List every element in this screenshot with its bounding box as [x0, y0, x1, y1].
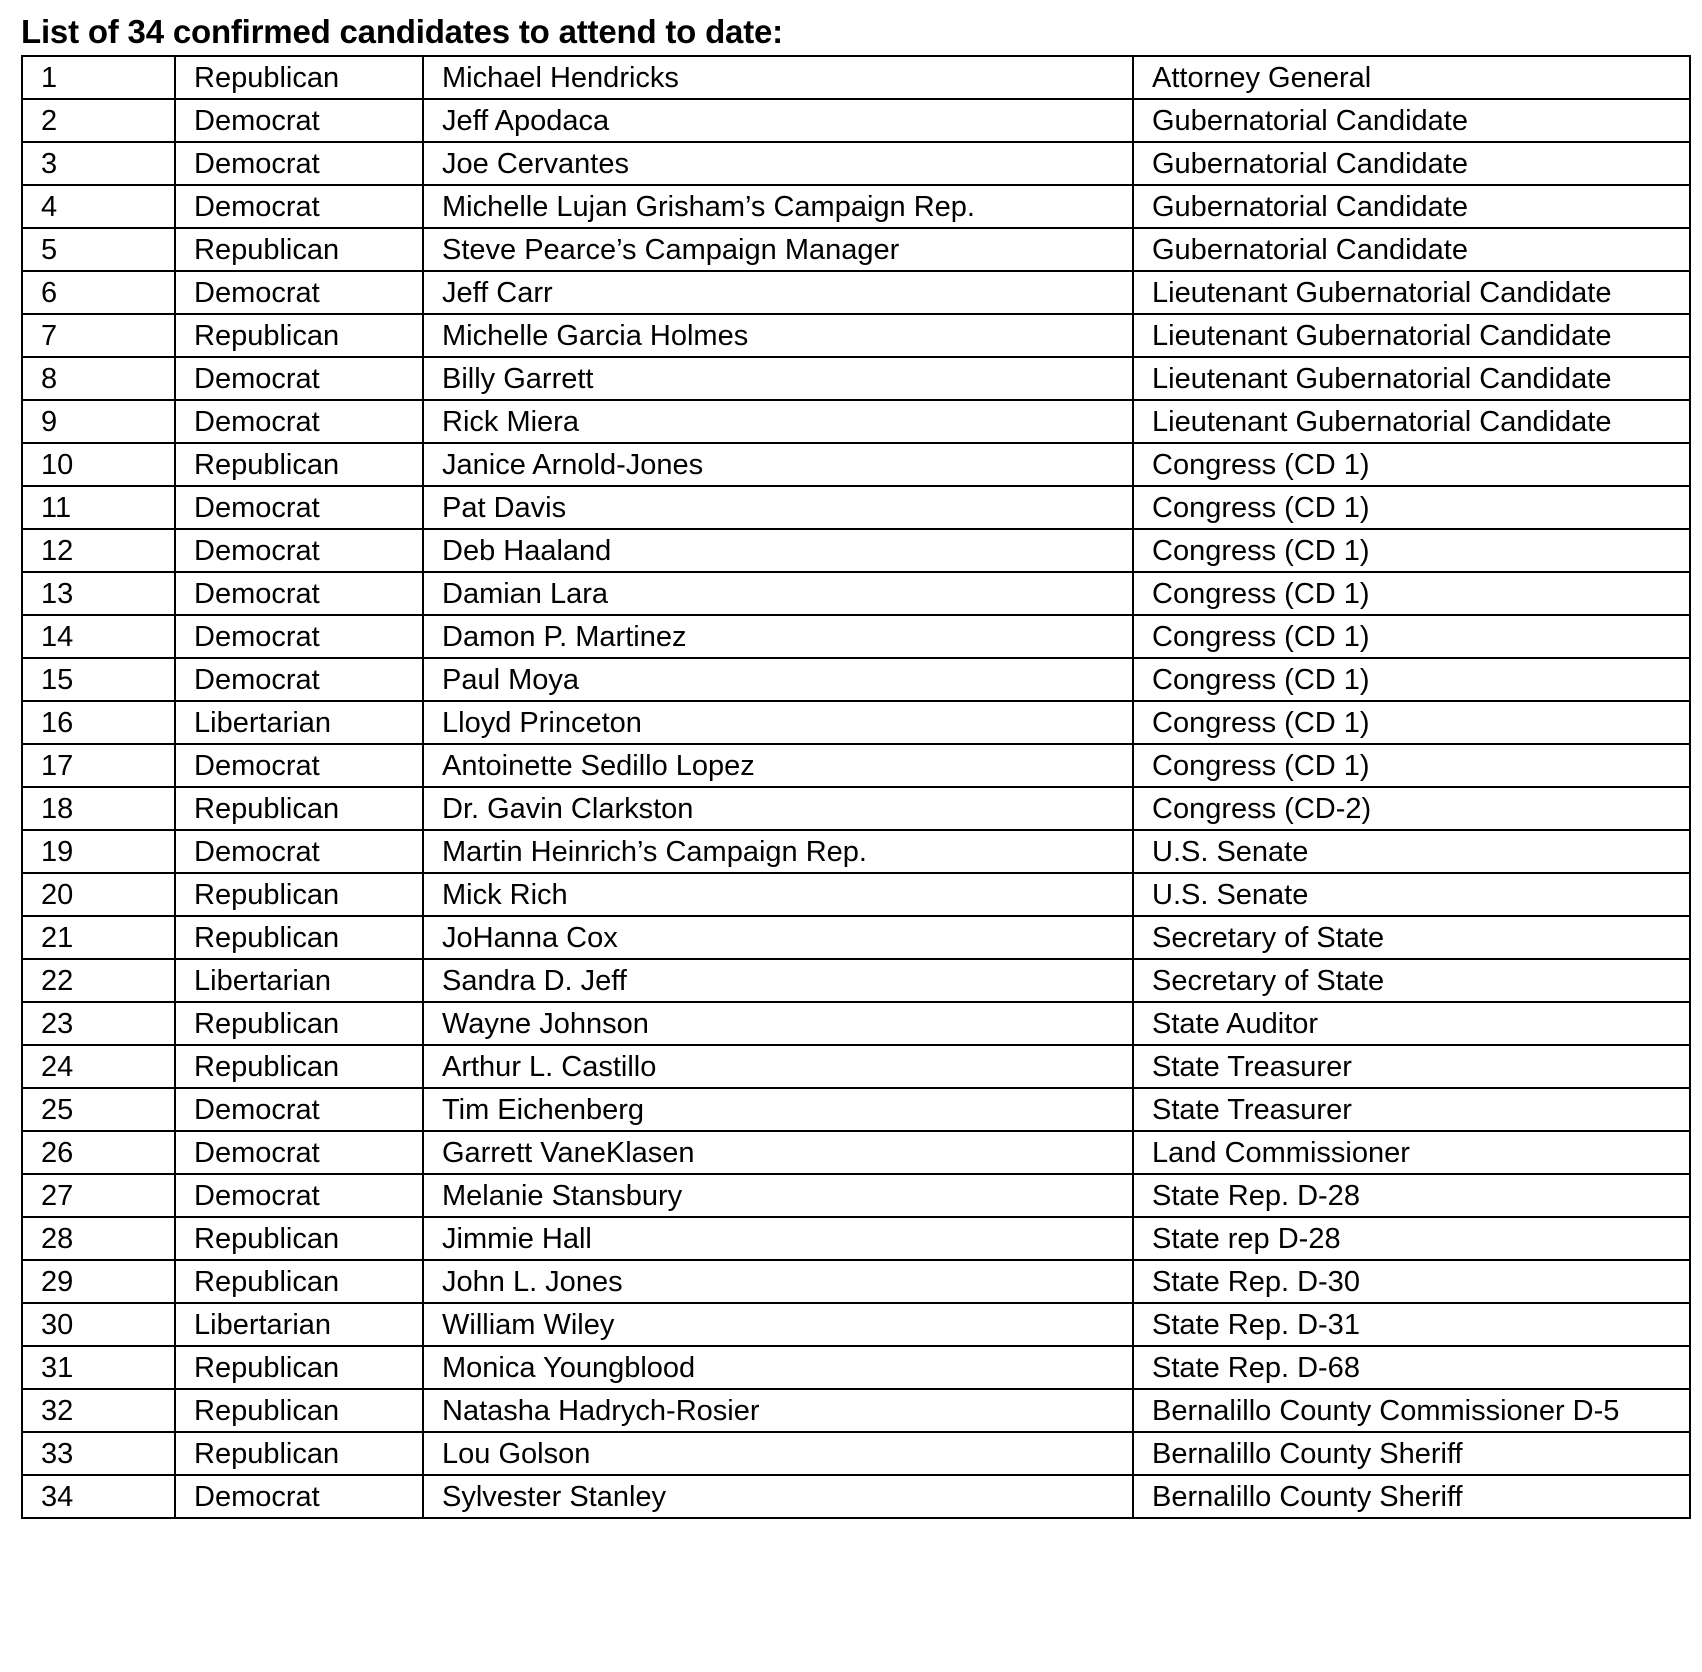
- candidate-number: 7: [22, 314, 175, 357]
- candidate-number: 20: [22, 873, 175, 916]
- candidate-name: Janice Arnold-Jones: [423, 443, 1133, 486]
- candidate-number: 33: [22, 1432, 175, 1475]
- candidate-office: State rep D-28: [1133, 1217, 1690, 1260]
- candidate-name: Lloyd Princeton: [423, 701, 1133, 744]
- candidate-number: 23: [22, 1002, 175, 1045]
- candidate-party: Democrat: [175, 357, 423, 400]
- candidate-party: Republican: [175, 1002, 423, 1045]
- candidate-name: Billy Garrett: [423, 357, 1133, 400]
- candidate-number: 18: [22, 787, 175, 830]
- candidate-party: Republican: [175, 873, 423, 916]
- candidate-office: Lieutenant Gubernatorial Candidate: [1133, 400, 1690, 443]
- candidate-party: Democrat: [175, 1131, 423, 1174]
- candidate-name: Monica Youngblood: [423, 1346, 1133, 1389]
- candidate-office: Congress (CD 1): [1133, 658, 1690, 701]
- candidate-number: 26: [22, 1131, 175, 1174]
- candidate-office: Gubernatorial Candidate: [1133, 99, 1690, 142]
- candidate-party: Democrat: [175, 529, 423, 572]
- table-row: [22, 615, 1690, 658]
- table-row: [22, 99, 1690, 142]
- candidate-number: 29: [22, 1260, 175, 1303]
- table-row: [22, 271, 1690, 314]
- candidate-office: Attorney General: [1133, 56, 1690, 99]
- candidate-name: Steve Pearce’s Campaign Manager: [423, 228, 1133, 271]
- candidate-office: Bernalillo County Commissioner D-5: [1133, 1389, 1690, 1432]
- table-row: [22, 1260, 1690, 1303]
- table-row: [22, 1131, 1690, 1174]
- candidate-office: Secretary of State: [1133, 959, 1690, 1002]
- candidate-number: 15: [22, 658, 175, 701]
- page-title: List of 34 confirmed candidates to attend to date:: [21, 13, 783, 50]
- candidate-party: Democrat: [175, 1088, 423, 1131]
- candidate-party: Republican: [175, 916, 423, 959]
- candidate-number: 1: [22, 56, 175, 99]
- candidate-office: U.S. Senate: [1133, 873, 1690, 916]
- candidate-office: Lieutenant Gubernatorial Candidate: [1133, 271, 1690, 314]
- candidate-party: Democrat: [175, 658, 423, 701]
- candidate-party: Libertarian: [175, 701, 423, 744]
- table-row: [22, 658, 1690, 701]
- candidate-name: Jimmie Hall: [423, 1217, 1133, 1260]
- table-row: [22, 916, 1690, 959]
- candidate-name: John L. Jones: [423, 1260, 1133, 1303]
- table-row: [22, 744, 1690, 787]
- candidate-name: Jeff Carr: [423, 271, 1133, 314]
- candidate-office: Bernalillo County Sheriff: [1133, 1475, 1690, 1518]
- candidate-party: Democrat: [175, 615, 423, 658]
- candidate-name: Arthur L. Castillo: [423, 1045, 1133, 1088]
- candidate-number: 16: [22, 701, 175, 744]
- candidate-office: State Rep. D-30: [1133, 1260, 1690, 1303]
- candidate-name: Joe Cervantes: [423, 142, 1133, 185]
- candidate-name: Garrett VaneKlasen: [423, 1131, 1133, 1174]
- candidate-party: Republican: [175, 1045, 423, 1088]
- candidate-number: 32: [22, 1389, 175, 1432]
- candidate-name: Pat Davis: [423, 486, 1133, 529]
- candidate-number: 9: [22, 400, 175, 443]
- candidate-party: Democrat: [175, 142, 423, 185]
- candidate-name: JoHanna Cox: [423, 916, 1133, 959]
- candidate-party: Democrat: [175, 486, 423, 529]
- candidate-office: Congress (CD 1): [1133, 572, 1690, 615]
- candidate-party: Republican: [175, 1217, 423, 1260]
- candidate-party: Democrat: [175, 1475, 423, 1518]
- candidate-party: Republican: [175, 443, 423, 486]
- candidate-party: Democrat: [175, 1174, 423, 1217]
- table-row: [22, 1432, 1690, 1475]
- candidate-name: Lou Golson: [423, 1432, 1133, 1475]
- candidate-office: Congress (CD 1): [1133, 744, 1690, 787]
- candidate-name: Antoinette Sedillo Lopez: [423, 744, 1133, 787]
- candidate-party: Libertarian: [175, 1303, 423, 1346]
- candidate-name: William Wiley: [423, 1303, 1133, 1346]
- table-row: [22, 1475, 1690, 1518]
- candidate-name: Deb Haaland: [423, 529, 1133, 572]
- candidate-office: U.S. Senate: [1133, 830, 1690, 873]
- candidate-party: Republican: [175, 1346, 423, 1389]
- candidate-party: Democrat: [175, 99, 423, 142]
- candidate-number: 4: [22, 185, 175, 228]
- table-row: [22, 56, 1690, 99]
- candidate-office: Secretary of State: [1133, 916, 1690, 959]
- candidate-number: 25: [22, 1088, 175, 1131]
- table-row: [22, 1045, 1690, 1088]
- candidate-name: Melanie Stansbury: [423, 1174, 1133, 1217]
- candidate-name: Michelle Lujan Grisham’s Campaign Rep.: [423, 185, 1133, 228]
- candidate-name: Jeff Apodaca: [423, 99, 1133, 142]
- candidate-office: Congress (CD 1): [1133, 701, 1690, 744]
- table-row: [22, 357, 1690, 400]
- candidate-number: 31: [22, 1346, 175, 1389]
- candidate-number: 21: [22, 916, 175, 959]
- candidate-number: 19: [22, 830, 175, 873]
- table-row: [22, 1002, 1690, 1045]
- candidate-office: Lieutenant Gubernatorial Candidate: [1133, 314, 1690, 357]
- candidate-office: State Rep. D-68: [1133, 1346, 1690, 1389]
- candidate-number: 10: [22, 443, 175, 486]
- table-row: [22, 1303, 1690, 1346]
- candidate-number: 13: [22, 572, 175, 615]
- candidate-office: Bernalillo County Sheriff: [1133, 1432, 1690, 1475]
- candidate-name: Sylvester Stanley: [423, 1475, 1133, 1518]
- candidate-number: 12: [22, 529, 175, 572]
- candidate-number: 24: [22, 1045, 175, 1088]
- table-row: [22, 787, 1690, 830]
- table-row: [22, 873, 1690, 916]
- candidate-number: 28: [22, 1217, 175, 1260]
- table-row: [22, 830, 1690, 873]
- candidate-party: Republican: [175, 1260, 423, 1303]
- table-row: [22, 185, 1690, 228]
- candidate-name: Martin Heinrich’s Campaign Rep.: [423, 830, 1133, 873]
- candidate-office: State Treasurer: [1133, 1045, 1690, 1088]
- candidate-party: Republican: [175, 314, 423, 357]
- candidate-party: Republican: [175, 1432, 423, 1475]
- candidate-number: 3: [22, 142, 175, 185]
- candidate-party: Republican: [175, 228, 423, 271]
- table-row: [22, 529, 1690, 572]
- candidate-office: Congress (CD 1): [1133, 443, 1690, 486]
- table-row: [22, 1174, 1690, 1217]
- table-row: [22, 228, 1690, 271]
- table-row: [22, 572, 1690, 615]
- candidate-number: 14: [22, 615, 175, 658]
- candidate-office: Gubernatorial Candidate: [1133, 228, 1690, 271]
- table-row: [22, 1217, 1690, 1260]
- table-row: [22, 701, 1690, 744]
- candidate-office: Congress (CD 1): [1133, 615, 1690, 658]
- candidate-office: Lieutenant Gubernatorial Candidate: [1133, 357, 1690, 400]
- candidate-name: Damon P. Martinez: [423, 615, 1133, 658]
- table-row: [22, 486, 1690, 529]
- candidate-party: Democrat: [175, 400, 423, 443]
- candidate-office: State Rep. D-28: [1133, 1174, 1690, 1217]
- table-row: [22, 314, 1690, 357]
- candidate-name: Mick Rich: [423, 873, 1133, 916]
- table-row: [22, 142, 1690, 185]
- candidate-office: Gubernatorial Candidate: [1133, 185, 1690, 228]
- table-row: [22, 1088, 1690, 1131]
- candidate-party: Republican: [175, 56, 423, 99]
- candidate-number: 11: [22, 486, 175, 529]
- candidate-party: Democrat: [175, 271, 423, 314]
- candidate-name: Tim Eichenberg: [423, 1088, 1133, 1131]
- candidate-number: 8: [22, 357, 175, 400]
- table-row: [22, 959, 1690, 1002]
- candidate-party: Republican: [175, 787, 423, 830]
- candidate-number: 30: [22, 1303, 175, 1346]
- candidate-number: 27: [22, 1174, 175, 1217]
- candidate-office: Congress (CD-2): [1133, 787, 1690, 830]
- candidates-table-body: [22, 56, 1690, 1518]
- candidate-name: Natasha Hadrych-Rosier: [423, 1389, 1133, 1432]
- candidate-party: Democrat: [175, 830, 423, 873]
- candidate-office: Gubernatorial Candidate: [1133, 142, 1690, 185]
- candidate-number: 2: [22, 99, 175, 142]
- candidate-number: 22: [22, 959, 175, 1002]
- candidate-name: Damian Lara: [423, 572, 1133, 615]
- candidate-name: Rick Miera: [423, 400, 1133, 443]
- candidate-name: Paul Moya: [423, 658, 1133, 701]
- table-row: [22, 400, 1690, 443]
- candidate-number: 17: [22, 744, 175, 787]
- candidate-office: State Rep. D-31: [1133, 1303, 1690, 1346]
- candidate-number: 5: [22, 228, 175, 271]
- candidate-office: State Treasurer: [1133, 1088, 1690, 1131]
- candidate-number: 34: [22, 1475, 175, 1518]
- candidate-name: Dr. Gavin Clarkston: [423, 787, 1133, 830]
- candidate-party: Democrat: [175, 185, 423, 228]
- candidate-party: Libertarian: [175, 959, 423, 1002]
- candidate-office: Land Commissioner: [1133, 1131, 1690, 1174]
- table-row: [22, 443, 1690, 486]
- candidate-number: 6: [22, 271, 175, 314]
- candidates-table: [21, 55, 1691, 1519]
- candidate-name: Michelle Garcia Holmes: [423, 314, 1133, 357]
- candidate-party: Democrat: [175, 572, 423, 615]
- table-row: [22, 1389, 1690, 1432]
- candidate-name: Wayne Johnson: [423, 1002, 1133, 1045]
- candidate-name: Sandra D. Jeff: [423, 959, 1133, 1002]
- table-row: [22, 1346, 1690, 1389]
- candidate-office: Congress (CD 1): [1133, 486, 1690, 529]
- candidate-name: Michael Hendricks: [423, 56, 1133, 99]
- candidate-office: Congress (CD 1): [1133, 529, 1690, 572]
- candidate-party: Democrat: [175, 744, 423, 787]
- candidate-party: Republican: [175, 1389, 423, 1432]
- candidate-office: State Auditor: [1133, 1002, 1690, 1045]
